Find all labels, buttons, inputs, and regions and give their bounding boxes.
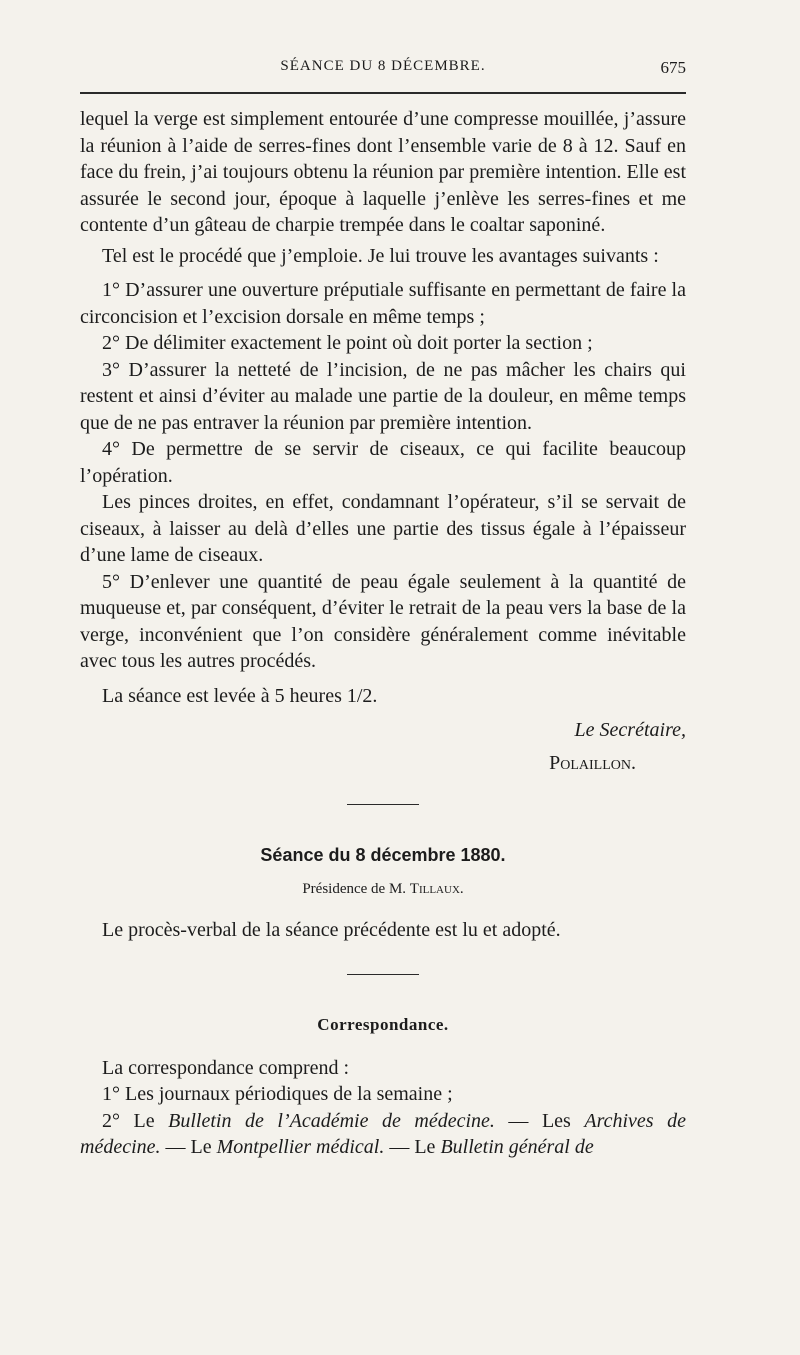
section-separator-2	[347, 974, 419, 975]
running-title: SÉANCE DU 8 DÉCEMBRE.	[280, 58, 486, 74]
signature-name: Polaillon.	[549, 751, 636, 774]
item2-sep-2: — Le	[160, 1136, 217, 1158]
correspondance-item-1: 1° Les journaux périodiques de la semaine ;	[102, 1083, 453, 1105]
page-number: 675	[660, 58, 686, 77]
signature-block	[80, 717, 686, 776]
list-item-5: 5° D’enlever une quantité de peau égale seulement à la quantité de muqueuse et, par conséquent, d’éviter le retrait de la peau vers la base de la verge, inconvénient que l’on considère généralement comme inévitable avec tous les autres procédés.	[80, 570, 686, 672]
item2-sep-3: — Le	[384, 1136, 441, 1158]
paragraph-pinces: Les pinces droites, en effet, condamnant l’opérateur, s’il se servait de ciseaux, à laisser au delà d’elles une partie des tissus égale à l’épaisseur d’une lame de ciseaux.	[80, 491, 686, 566]
paragraph-procede: Tel est le procédé que j’emploie. Je lui trouve les avantages suivants :	[102, 244, 659, 267]
list-item-4: 4° De permettre de se servir de ciseaux, ce qui facilite beaucoup l’opération.	[80, 438, 686, 487]
correspondance-intro: La correspondance comprend :	[102, 1056, 350, 1079]
journal-bulletin-academie: Bulletin de l’Académie de médecine.	[168, 1109, 495, 1132]
item2-prefix: 2° Le	[102, 1109, 169, 1132]
correspondance-heading: Correspondance.	[317, 1014, 449, 1034]
correspondance-item-2	[80, 1108, 686, 1161]
list-item-2: 2° De délimiter exactement le point où doit porter la section ;	[102, 332, 593, 354]
signature-role: Le Secrétaire,	[574, 719, 686, 741]
proces-verbal: Le procès-verbal de la séance précédente est lu et adopté.	[102, 919, 561, 941]
running-header	[80, 58, 686, 84]
header-rule	[80, 92, 686, 94]
seance-title: Séance du 8 décembre 1880.	[260, 845, 506, 865]
seance-levee: La séance est levée à 5 heures 1/2.	[102, 684, 378, 707]
item2-sep-1: — Les	[494, 1109, 585, 1132]
list-item-3: 3° D’assurer la netteté de l’incision, de ne pas mâcher les chairs qui restent et ainsi d’éviter au malade une partie de la douleur, en même temps que de ne pas entraver la réunion par première intention.	[80, 358, 686, 434]
paragraph-continuation: lequel la verge est simplement entourée d’une compresse mouillée, j’assure la réunion à l’aide de serres-fines dont l’ensemble varie de 8 à 12. Sauf en face du frein, j’ai toujours obtenu la réunion par première intention. Elle est assurée le second jour, époque à laquelle j’enlève les serres-fines et me contente d’un gâteau de charpie trempée dans le coaltar saponiné.	[80, 108, 686, 236]
section-separator	[347, 804, 419, 805]
presidence-name: Tillaux.	[409, 881, 464, 897]
journal-bulletin-general: Bulletin général de	[440, 1136, 594, 1158]
presidence-prefix: Présidence de M.	[302, 881, 410, 897]
presidence-line	[80, 879, 686, 899]
journal-montpellier-medical: Montpellier médical.	[216, 1136, 385, 1158]
page-body	[80, 106, 686, 1161]
journal-archives-medecine: Archives de médecine.	[80, 1109, 686, 1158]
list-item-1: 1° D’assurer une ouverture préputiale suffisante en permettant de faire la circoncision et l’excision dorsale en même temps ;	[80, 279, 686, 328]
